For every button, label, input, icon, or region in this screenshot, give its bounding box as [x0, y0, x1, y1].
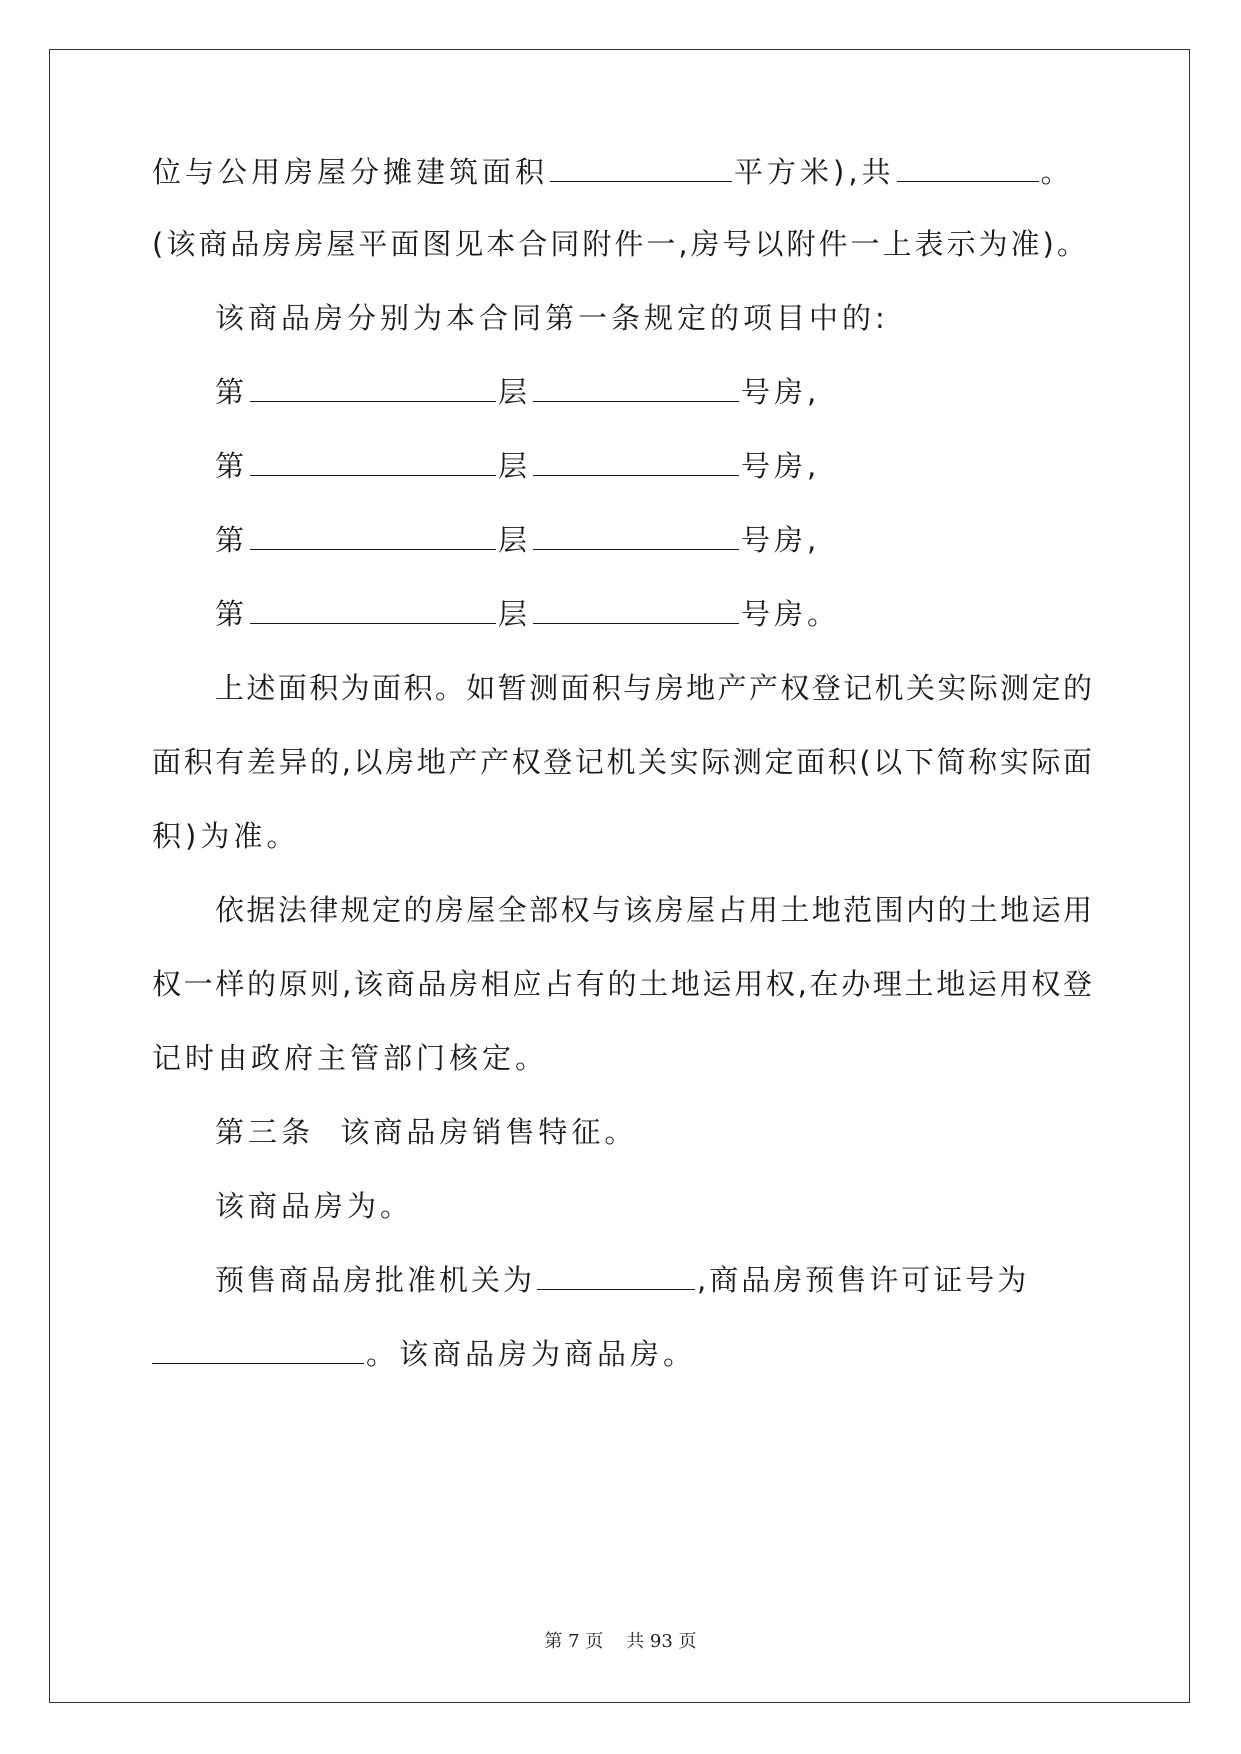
room-blank[interactable]	[533, 521, 739, 550]
room-blank[interactable]	[533, 595, 739, 624]
page-number: 第 7 页 共 93 页	[544, 1631, 697, 1652]
room-label: 号房。	[741, 597, 841, 631]
presale-line-2	[152, 1334, 1092, 1374]
location-paragraph: 该商品房分别为本合同第一条规定的项目中的:	[215, 301, 889, 335]
presale-text-2: ,商品房预售许可证号为	[697, 1263, 1030, 1297]
plan-note-line: (该商品房房屋平面图见本合同附件一,房号以附件一上表示为准)。	[152, 227, 1089, 261]
total-blank[interactable]	[897, 153, 1039, 182]
area-line-text-2: 平方米),共	[734, 155, 895, 189]
level-label: 层	[498, 597, 532, 631]
floor-blank[interactable]	[250, 521, 496, 550]
floor-row	[215, 594, 1092, 634]
level-label: 层	[498, 449, 532, 483]
area-line	[152, 152, 1092, 192]
floor-row	[215, 446, 1092, 486]
land-paragraph-line: 记时由政府主管部门核定。	[152, 1041, 549, 1075]
room-blank[interactable]	[533, 373, 739, 402]
room-label: 号房,	[741, 449, 821, 483]
area-paragraph-line: 上述面积为面积。如暂测面积与房地产产权登记机关实际测定的	[215, 671, 1092, 705]
approval-authority-blank[interactable]	[537, 1261, 695, 1290]
area-paragraph-line: 积)为准。	[152, 819, 300, 853]
presale-text-1: 预售商品房批准机关为	[215, 1263, 536, 1297]
room-label: 号房,	[741, 523, 821, 557]
area-line-text-1: 位与公用房屋分摊建筑面积	[152, 155, 549, 189]
floor-row	[215, 520, 1092, 560]
floor-blank[interactable]	[250, 373, 496, 402]
floor-label: 第	[215, 523, 249, 557]
land-paragraph-line: 权一样的原则,该商品房相应占有的土地运用权,在办理土地运用权登	[152, 967, 1092, 1001]
floor-label: 第	[215, 597, 249, 631]
presale-line	[215, 1260, 1092, 1300]
floor-label: 第	[215, 449, 249, 483]
floor-label: 第	[215, 375, 249, 409]
level-label: 层	[498, 375, 532, 409]
floor-blank[interactable]	[250, 595, 496, 624]
license-number-blank[interactable]	[152, 1335, 364, 1364]
area-blank[interactable]	[550, 153, 732, 182]
area-paragraph-line: 面积有差异的,以房地产产权登记机关实际测定面积(以下简称实际面	[152, 745, 1092, 779]
area-line-text-3: 。	[1040, 155, 1074, 189]
room-blank[interactable]	[533, 447, 739, 476]
presale-text-3: 。该商品房为商品房。	[366, 1337, 697, 1371]
type-paragraph: 该商品房为。	[215, 1189, 414, 1223]
floor-row	[215, 372, 1092, 412]
level-label: 层	[498, 523, 532, 557]
room-label: 号房,	[741, 375, 821, 409]
article-heading: 第三条 该商品房销售特征。	[215, 1115, 638, 1149]
land-paragraph-line: 依据法律规定的房屋全部权与该房屋占用土地范围内的土地运用	[215, 893, 1092, 927]
floor-blank[interactable]	[250, 447, 496, 476]
